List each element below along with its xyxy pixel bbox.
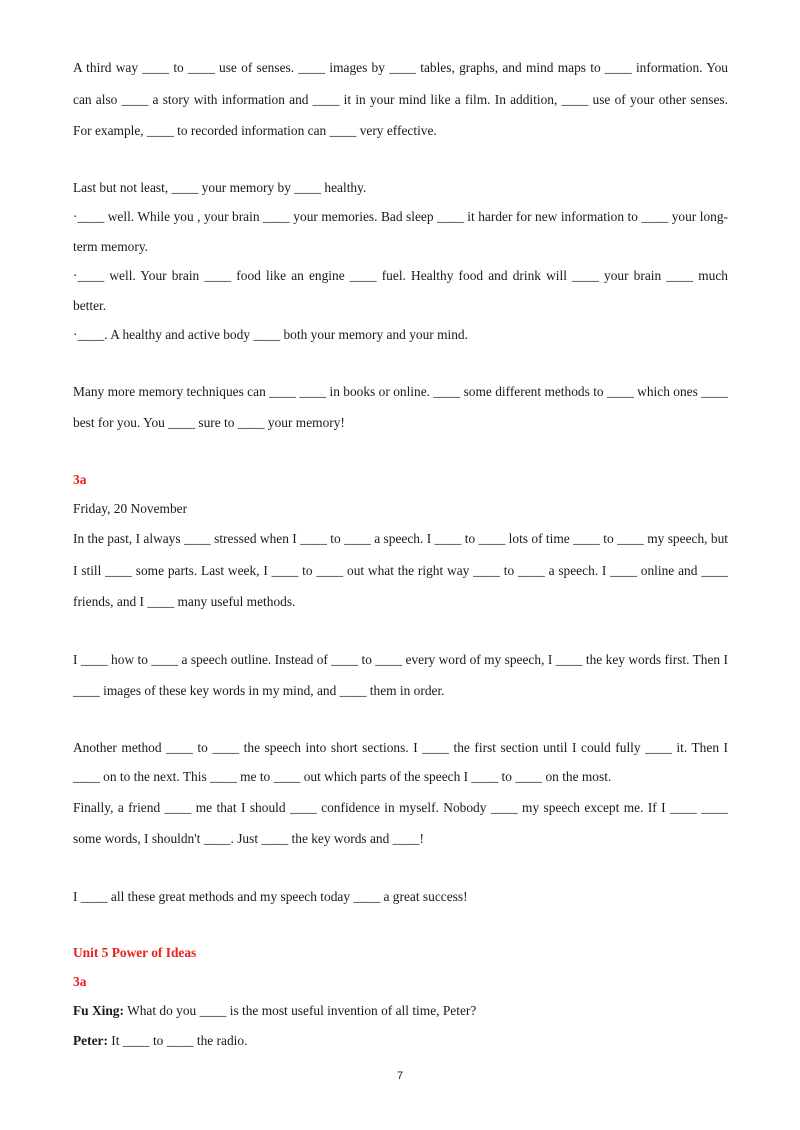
- page-number: 7: [396, 1070, 404, 1082]
- dialogue-line-fuxing: [73, 996, 728, 1026]
- unit-section-label-3a: 3a: [73, 974, 87, 989]
- section-label-3a: 3a: [73, 471, 87, 487]
- dialogue-text: It ____ to ____ the radio.: [111, 1032, 248, 1048]
- bullet-eat: ·____ well. Your brain ____ food like an engine ____ fuel. Healthy food and drink will ____ your brain ____ much better.: [73, 268, 728, 313]
- diary-paragraph-5: I ____ all these great methods and my speech today ____ a great success!: [73, 888, 468, 904]
- document-body: [73, 52, 728, 1055]
- bullet-sleep: ·____ well. While you , your brain ____ your memories. Bad sleep ____ it harder for new information to ____ your long-term memory.: [73, 209, 728, 254]
- diary-paragraph-2: I ____ how to ____ a speech outline. Instead of ____ to ____ every word of my speech, I ____ the key words first. Then I ____ images of these key words in my mind, and ____ them in order.: [73, 651, 728, 698]
- paragraph-senses: A third way ____ to ____ use of senses. ____ images by ____ tables, graphs, and mind maps to ____ information. You can also ____ a story with information and ____ it in your mind like a film. In addition, ____ use of your other senses. For example, ____ to recorded information can ____ very effective.: [73, 60, 728, 138]
- bullet-exercise: ·____. A healthy and active body ____ both your memory and your mind.: [73, 327, 468, 342]
- paragraph-healthy: Last but not least, ____ your memory by ____ healthy.: [73, 179, 367, 195]
- speaker-name: Peter:: [73, 1032, 108, 1048]
- diary-date: Friday, 20 November: [73, 500, 188, 516]
- diary-paragraph-1: In the past, I always ____ stressed when I ____ to ____ a speech. I ____ to ____ lots of time ____ to ____ my speech, but I still ____ some parts. Last week, I ____ to ____ out what the right way ____ to ____ a speech. I ____ online and ____ friends, and I ____ many useful methods.: [73, 531, 728, 609]
- dialogue-line-peter: [73, 1026, 728, 1056]
- dialogue-text: What do you ____ is the most useful invention of all time, Peter?: [127, 1003, 477, 1018]
- paragraph-more-techniques: Many more memory techniques can ____ ____ in books or online. ____ some different methods to ____ which ones ____ best for you. You ____ sure to ____ your memory!: [73, 383, 728, 430]
- unit-title: Unit 5 Power of Ideas: [73, 945, 197, 960]
- diary-paragraph-4: Finally, a friend ____ me that I should ____ confidence in myself. Nobody ____ my speech except me. If I ____ ____ some words, I shouldn't ____. Just ____ the key words and ____!: [73, 799, 728, 846]
- diary-paragraph-3: Another method ____ to ____ the speech into short sections. I ____ the first section until I could fully ____ it. Then I ____ on to the next. This ____ me to ____ out which parts of the speech I ____ to ____ on the most.: [73, 739, 728, 784]
- speaker-name: Fu Xing:: [73, 1003, 124, 1018]
